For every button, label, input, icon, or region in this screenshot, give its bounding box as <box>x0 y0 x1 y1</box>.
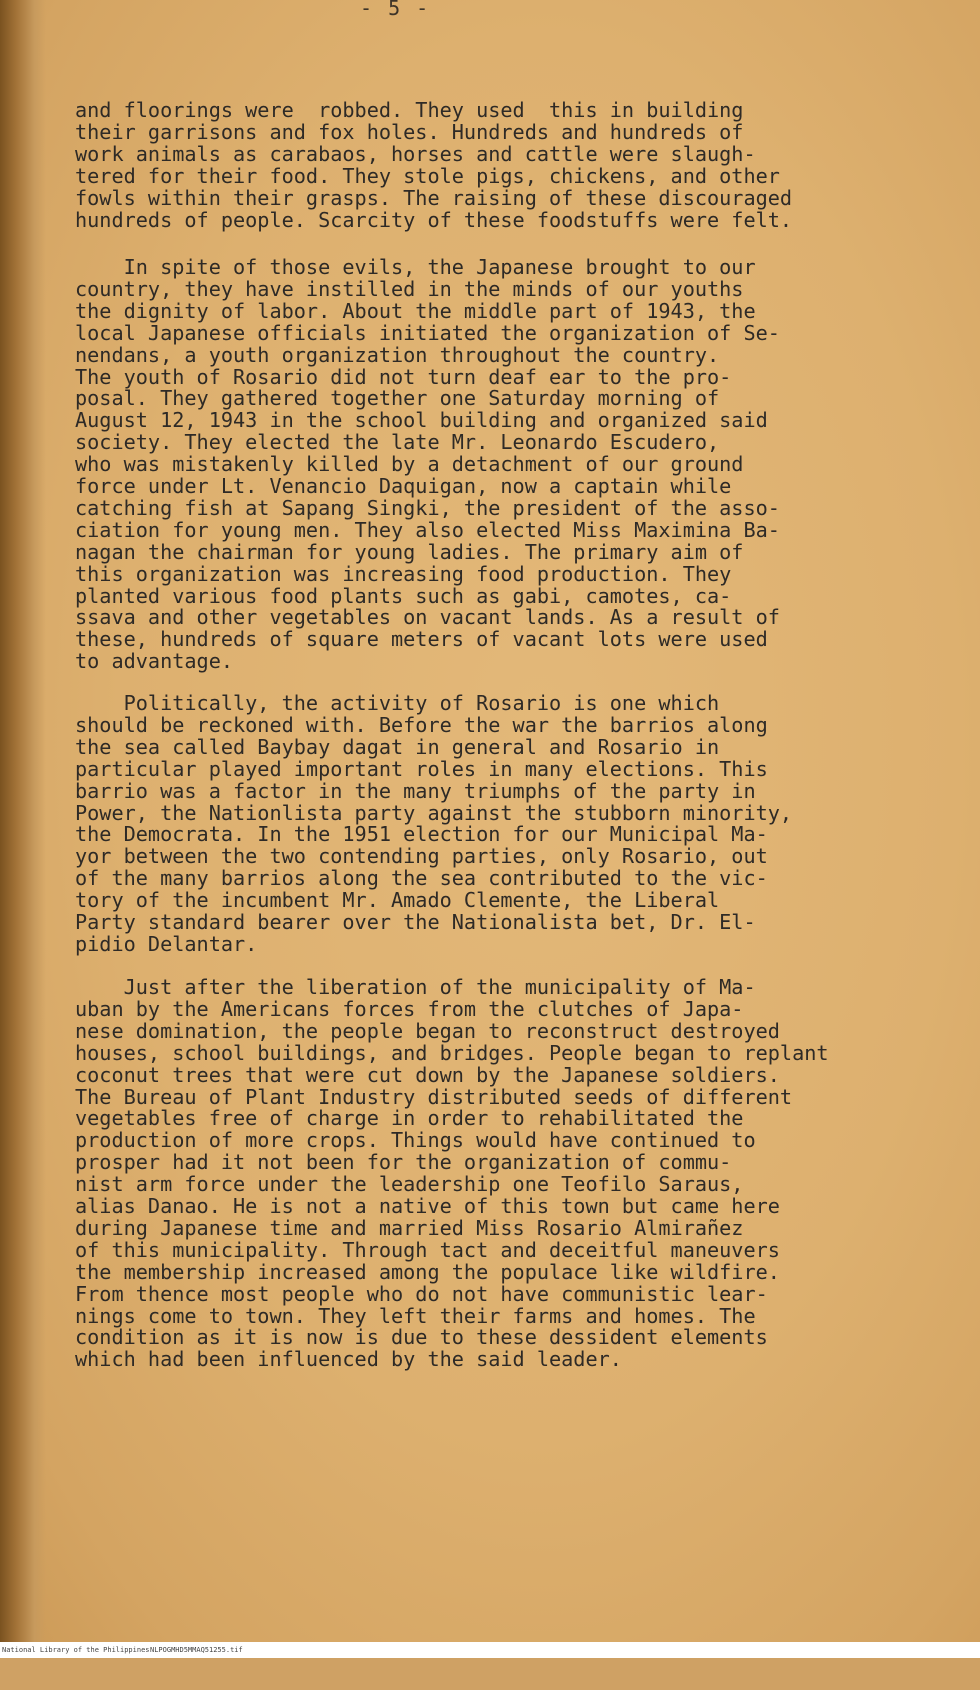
footer-file-id: NLPOGMHD5MMAQ51255.tif <box>150 1646 243 1654</box>
text-line: this organization was increasing food production. They <box>75 561 732 586</box>
text-line: country, they have instilled in the minds of our youths <box>75 276 744 301</box>
text-line: during Japanese time and married Miss Rosario Almirañez <box>75 1215 744 1240</box>
text-line: their garrisons and fox holes. Hundreds and hundreds of <box>75 119 744 144</box>
text-line: Just after the liberation of the municipality of Ma- <box>75 975 756 999</box>
text-line: houses, school buildings, and bridges. People began to replant <box>75 1040 829 1065</box>
text-line: of this municipality. Through tact and deceitful maneuvers <box>75 1237 780 1262</box>
text-line: prosper had it not been for the organization of commu- <box>75 1150 732 1175</box>
text-line: and floorings were robbed. They used this in building <box>75 98 744 122</box>
text-line: From thence most people who do not have communistic lear- <box>75 1281 768 1306</box>
text-line: production of more crops. Things would have continued to <box>75 1128 756 1153</box>
text-line: the Democrata. In the 1951 election for our Municipal Ma- <box>75 822 768 847</box>
footer-library: National Library of the Philippines <box>2 1646 150 1654</box>
text-line: tered for their food. They stole pigs, chickens, and other <box>75 163 780 188</box>
text-line: of the many barrios along the sea contributed to the vic- <box>75 866 768 891</box>
text-line: barrio was a factor in the many triumphs of the party in <box>75 778 756 803</box>
text-line: In spite of those evils, the Japanese brought to our <box>75 255 756 279</box>
text-line: nings come to town. They left their farms and homes. The <box>75 1303 756 1328</box>
text-line: nagan the chairman for young ladies. The primary aim of <box>75 539 744 564</box>
text-line: condition as it is now is due to these dessident elements <box>75 1325 768 1350</box>
text-line: posal. They gathered together one Saturday morning of <box>75 386 720 411</box>
text-line: these, hundreds of square meters of vacant lots were used <box>75 627 768 652</box>
text-line: the membership increased among the populace like wildfire. <box>75 1259 780 1284</box>
text-line: to advantage. <box>75 649 234 674</box>
text-line: the dignity of labor. About the middle part of 1943, the <box>75 298 756 323</box>
text-line: Politically, the activity of Rosario is one which <box>75 691 720 715</box>
text-line: the sea called Baybay dagat in general and Rosario in <box>75 734 720 759</box>
text-line: The Bureau of Plant Industry distributed seeds of different <box>75 1084 793 1109</box>
text-line: The youth of Rosario did not turn deaf ear to the pro- <box>75 364 732 389</box>
text-line: yor between the two contending parties, only Rosario, out <box>75 844 768 869</box>
text-line: alias Danao. He is not a native of this town but came here <box>75 1194 780 1218</box>
text-line: vegetables free of charge in order to rehabilitated the <box>75 1106 744 1131</box>
text-line: who was mistakenly killed by a detachment of our ground <box>75 452 744 477</box>
text-line: particular played important roles in many elections. This <box>75 756 768 781</box>
text-line: August 12, 1943 in the school building and organized said <box>75 408 768 433</box>
text-line: force under Lt. Venancio Daquigan, now a captain while <box>75 474 732 498</box>
text-line: local Japanese officials initiated the organization of Se- <box>75 320 780 345</box>
text-line: ssava and other vegetables on vacant lands. As a result of <box>75 605 780 630</box>
text-line: society. They elected the late Mr. Leonardo Escudero, <box>75 430 720 455</box>
page-number-mark: - 5 - <box>360 0 431 20</box>
text-line: pidio Delantar. <box>75 931 258 956</box>
text-line: nendans, a youth organization throughout the country. <box>75 342 720 367</box>
text-line: nese domination, the people began to reconstruct destroyed <box>75 1018 780 1043</box>
text-line: planted various food plants such as gabi, camotes, ca- <box>75 583 732 608</box>
text-line: work animals as carabaos, horses and cattle were slaugh- <box>75 141 756 166</box>
scan-footer <box>0 1642 980 1658</box>
text-line: which had been influenced by the said leader. <box>75 1347 622 1372</box>
binding-shadow <box>0 0 46 1642</box>
text-line: hundreds of people. Scarcity of these foodstuffs were felt. <box>75 207 793 232</box>
text-line: catching fish at Sapang Singki, the president of the asso- <box>75 495 780 520</box>
text-line: ciation for young men. They also elected Miss Maximina Ba- <box>75 517 780 542</box>
text-line: nist arm force under the leadership one Teofilo Saraus, <box>75 1172 744 1197</box>
text-line: should be reckoned with. Before the war the barrios along <box>75 712 768 737</box>
text-line: fowls within their grasps. The raising of these discouraged <box>75 185 793 210</box>
text-line: Party standard bearer over the Nationalista bet, Dr. El- <box>75 910 756 934</box>
text-line: tory of the incumbent Mr. Amado Clemente, the Liberal <box>75 888 720 913</box>
text-line: uban by the Americans forces from the clutches of Japa- <box>75 996 744 1021</box>
text-line: Power, the Nationlista party against the stubborn minority, <box>75 800 793 825</box>
text-line: coconut trees that were cut down by the Japanese soldiers. <box>75 1062 780 1087</box>
